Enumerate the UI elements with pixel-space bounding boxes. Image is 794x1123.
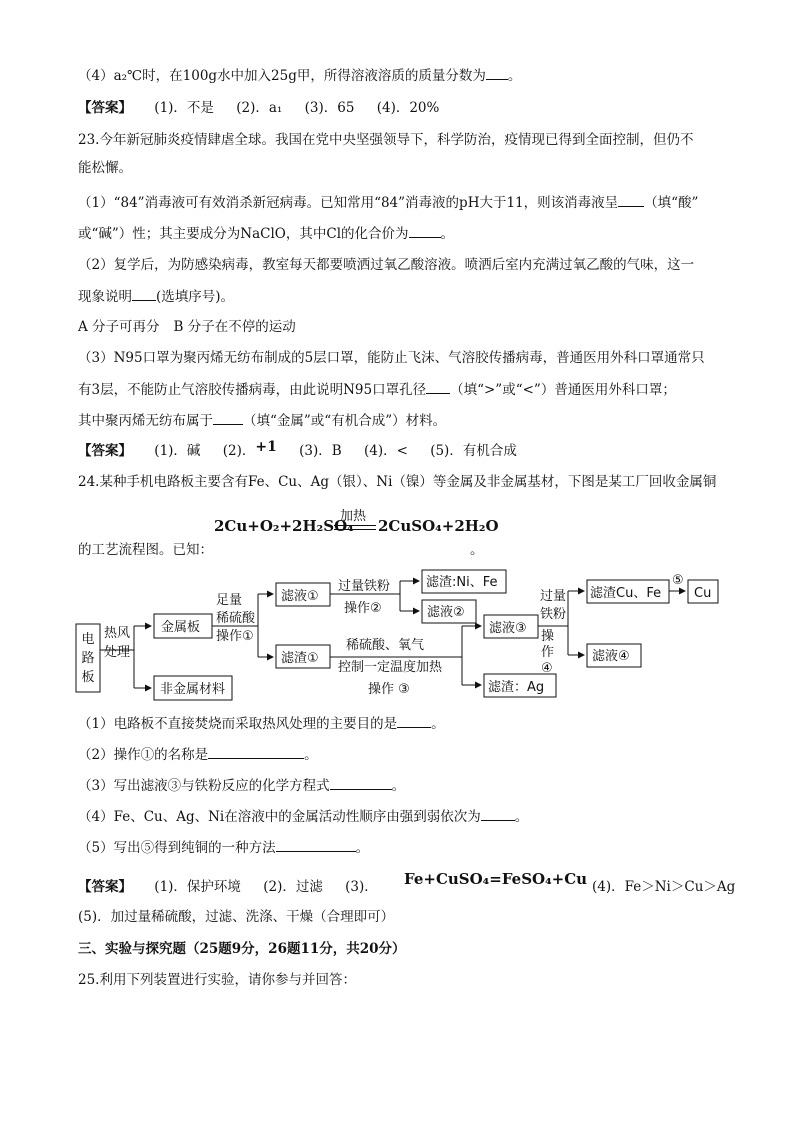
equation-lhs: 2Cu+O₂+2H₂SO₄ [214, 517, 354, 535]
blank [276, 838, 356, 852]
acid-o2-label-1: 稀硫酸、氧气 [346, 638, 425, 653]
nonmetal-label: 非金属材料 [160, 682, 226, 697]
residue-ag-label: 滤渣：Ag [488, 680, 545, 695]
q23-part2-line1: （2）复学后，为防感染病毒，教室每天都要喷洒过氧乙酸溶液。喷洒后室内充满过氧乙酸的气味，这一 [78, 257, 695, 273]
equation-rhs: 2CuSO₄+2H₂O [378, 517, 499, 535]
step5-label: ⑤ [672, 573, 684, 588]
blank [409, 224, 441, 238]
q24-answer-line1: 【答案】 (1)．保护环境 (2)．过滤 (3)． [78, 879, 378, 895]
blank [397, 714, 431, 728]
residue1-label: 滤渣① [281, 651, 319, 666]
iron-op2-label-1: 过量铁粉 [338, 579, 391, 594]
process-flow-diagram [70, 565, 760, 705]
metal-plate-label: 金属板 [161, 620, 201, 635]
blank [213, 411, 243, 425]
q24-answer-formula: Fe+CuSO₄=FeSO₄+Cu [404, 870, 588, 888]
q23-stem-2: 能松懈。 [78, 160, 132, 176]
residue-cu-fe-label: 滤渣Cu、Fe [590, 586, 662, 601]
q23-part2-line2: 现象说明 (选填序号)。 [78, 289, 235, 305]
acid-label-3: 操作① [216, 629, 254, 644]
q24-q3: （3）写出滤液③与铁粉反应的化学方程式 。 [78, 778, 406, 794]
blank [330, 776, 392, 790]
blank [208, 745, 304, 759]
q23-part1-line1: （1）“84”消毒液可有效消杀新冠病毒。已知常用“84”消毒液的pH大于11，则该消毒液呈 （填“酸” [78, 195, 699, 211]
q25-stem: 25.利用下列装置进行实验，请你参与并回答： [78, 972, 356, 988]
iron-op4-label-3: 操 [541, 629, 555, 644]
filtrate2-label: 滤液② [427, 605, 465, 620]
cu-label: Cu [694, 586, 712, 601]
iron-op4-label-2: 铁粉 [540, 607, 567, 622]
q24-answer-line2: (5)．加过量稀硫酸，过滤、洗涤、干燥（合理即可） [78, 909, 395, 925]
hot-air-label-1: 热风 [104, 626, 131, 641]
blank [618, 193, 644, 207]
filtrate3-label: 滤液③ [489, 621, 527, 636]
q22-answer: 【答案】 (1)．不是 (2)．a₁ (3)．65 (4)．20% [78, 100, 440, 116]
section-title: 三、实验与探究题（25题9分，26题11分，共20分） [78, 941, 406, 957]
q23-part1-line2: 或“碱”）性；其主要成分为NaClO，其中Cl的化合价为 。 [78, 226, 455, 242]
iron-op2-label-2: 操作② [344, 601, 382, 616]
iron-op4-label-1: 过量 [540, 589, 567, 604]
q24-answer-4: (4)．Fe＞Ni＞Cu＞Ag [592, 879, 736, 895]
board-char-1: 电 [81, 632, 95, 647]
q24-q5: （5）写出⑤得到纯铜的一种方法 。 [78, 840, 370, 856]
q23-part3-line2: 有3层，不能防止气溶胶传播病毒，由此说明N95口罩孔径 （填“>”或“<”）普通医用外科口罩； [78, 382, 676, 398]
acid-o2-label-2: 控制一定温度加热 [338, 660, 443, 675]
q23-answer: 【答案】 (1)．碱 (2)．+1 (3)．B (4)．< (5)．有机合成 [78, 439, 517, 459]
acid-o2-label-3: 操作 ③ [368, 682, 410, 697]
q24-stem-2: 的工艺流程图。已知： [78, 542, 213, 558]
acid-label-1: 足量 [216, 593, 243, 608]
blank [132, 287, 156, 301]
board-char-3: 板 [81, 670, 95, 685]
q24-q2: （2）操作①的名称是 。 [78, 747, 318, 763]
blank [481, 807, 515, 821]
filtrate1-label: 滤液① [281, 589, 319, 604]
q23-stem-1: 23.今年新冠肺炎疫情肆虐全球。我国在党中央坚强领导下，科学防治，疫情现已得到全面控制，但仍不 [78, 132, 694, 148]
equation-condition: 加热 [340, 509, 367, 524]
iron-op4-label-4: 作 [541, 645, 555, 660]
blank [486, 66, 508, 80]
q24-q1: （1）电路板不直接焚烧而采取热风处理的主要目的是 。 [78, 716, 445, 732]
hot-air-label-2: 处理 [104, 645, 131, 660]
q23-options: A 分子可再分 B 分子在不停的运动 [78, 319, 296, 335]
residue-ni-fe-label: 滤渣:Ni、Fe [426, 575, 498, 590]
iron-op4-label-5: ④ [541, 661, 553, 676]
equals-sign [334, 525, 376, 530]
q23-part3-line3: 其中聚丙烯无纺布属于 （填“金属”或“有机合成”）材料。 [78, 413, 447, 429]
acid-label-2: 稀硫酸 [216, 611, 256, 626]
q22-part4: （4）a₂℃时，在100g水中加入25g甲，所得溶液溶质的质量分数为 。 [78, 68, 522, 84]
q24-q4: （4）Fe、Cu、Ag、Ni在溶液中的金属活动性顺序由强到弱依次为 。 [78, 809, 529, 825]
q24-stem-2-end: 。 [470, 542, 484, 558]
q24-stem-1: 24.某种手机电路板主要含有Fe、Cu、Ag（银）、Ni（镍）等金属及非金属基材，下图是某工厂回收金属铜 [78, 474, 717, 490]
board-char-2: 路 [81, 651, 95, 666]
blank [426, 380, 450, 394]
filtrate4-label: 滤液④ [592, 649, 630, 664]
q23-part3-line1: （3）N95口罩为聚丙烯无纺布制成的5层口罩，能防止飞沫、气溶胶传播病毒，普通医用外科口罩通常只 [78, 350, 705, 366]
